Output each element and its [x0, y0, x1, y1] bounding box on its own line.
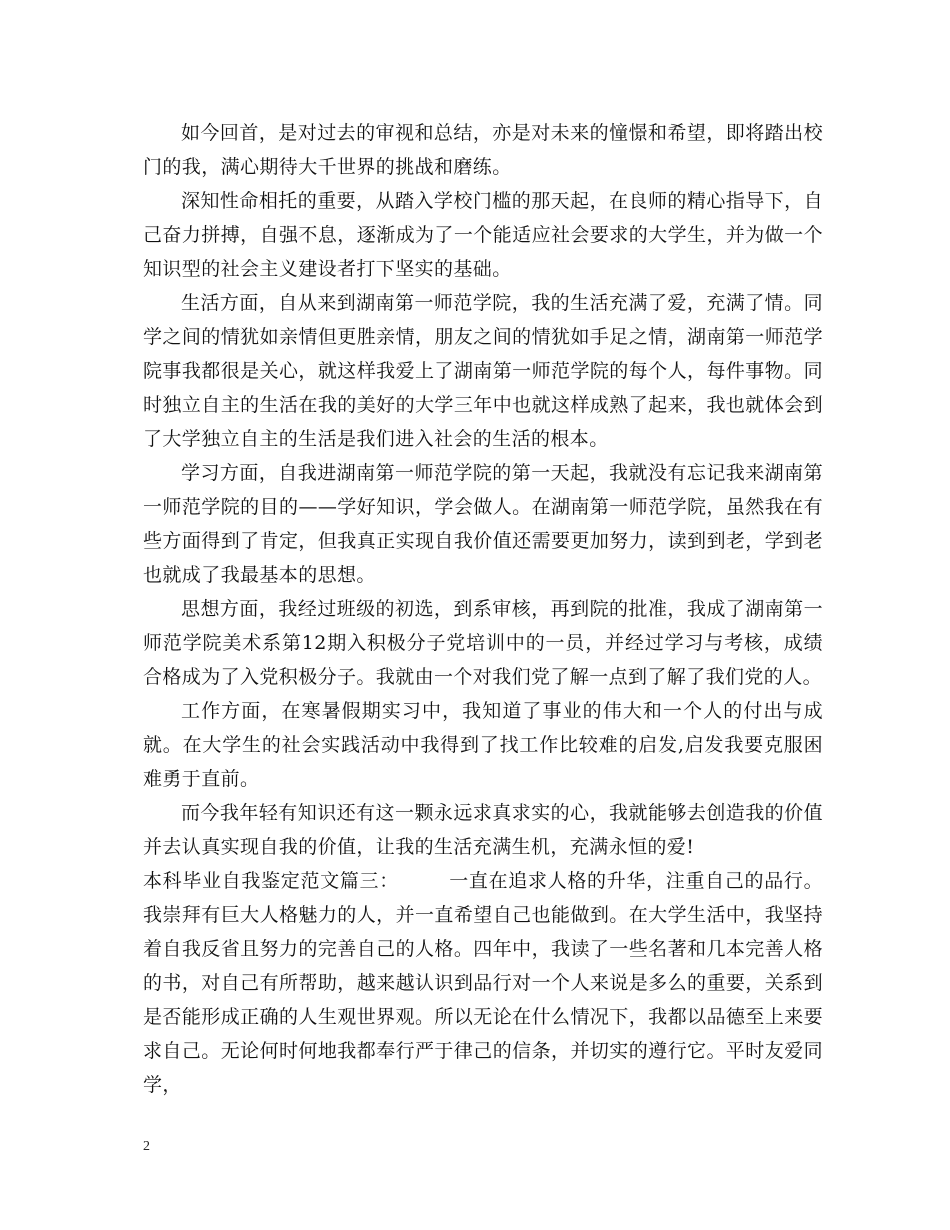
section-text: 一直在追求人格的升华，注重自己的品行。我崇拜有巨大人格魅力的人，并一直希望自己也能做到。在大学生活中，我坚持着自我反省且努力的完善自己的人格。四年中，我读了一些名著和几本完善人格的书，对自己有所帮助，越来越认识到品行对一个人来说是多么的重要，关系到是否能形成正确的人生观世界观。所以无论在什么情况下，我都以品德至上来要求自己。无论何时何地我都奉行严于律己的信条，并切实的遵行它。平时友爱同学， — [143, 870, 823, 1096]
document-body — [143, 116, 823, 1102]
page-number: 2 — [143, 1139, 150, 1154]
paragraph-reflection: 如今回首，是对过去的审视和总结，亦是对未来的憧憬和希望，即将踏出校门的我，满心期待大千世界的挑战和磨练。 — [143, 122, 823, 178]
paragraph-thought: 思想方面，我经过班级的初选，到系审核，再到院的批准，我成了湖南第一师范学院美术系第12期入积极分子党培训中的一员，并经过学习与考核，成绩合格成为了入党积极分子。我就由一个对我们党了解一点到了解了我们党的人。 — [143, 598, 823, 688]
paragraph-study: 学习方面，自我进湖南第一师范学院的第一天起，我就没有忘记我来湖南第一师范学院的目的——学好知识，学会做人。在湖南第一师范学院，虽然我在有些方面得到了肯定，但我真正实现自我价值还需要更加努力，读到到老，学到老也就成了我最基本的思想。 — [143, 462, 823, 586]
paragraph-section-three — [143, 864, 823, 1102]
section-heading: 本科毕业自我鉴定范文篇三： — [143, 870, 399, 892]
paragraph-growth: 深知性命相托的重要，从踏入学校门槛的那天起，在良师的精心指导下，自己奋力拼搏，自强不息，逐渐成为了一个能适应社会要求的大学生，并为做一个知识型的社会主义建设者打下坚实的基础。 — [143, 190, 823, 280]
paragraph-work: 工作方面，在寒暑假期实习中，我知道了事业的伟大和一个人的付出与成就。在大学生的社会实践活动中我得到了找工作比较难的启发,启发我要克服困难勇于直前。 — [143, 700, 823, 790]
paragraph-life: 生活方面，自从来到湖南第一师范学院，我的生活充满了爱，充满了情。同学之间的情犹如亲情但更胜亲情，朋友之间的情犹如手足之情，湖南第一师范学院事我都很是关心，就这样我爱上了湖南第一师范学院的每个人，每件事物。同时独立自主的生活在我的美好的大学三年中也就这样成熟了起来，我也就体会到了大学独立自主的生活是我们进入社会的生活的根本。 — [143, 292, 823, 450]
paragraph-closing: 而今我年轻有知识还有这一颗永远求真求实的心，我就能够去创造我的价值并去认真实现自我的价值，让我的生活充满生机，充满永恒的爱! — [143, 802, 823, 858]
